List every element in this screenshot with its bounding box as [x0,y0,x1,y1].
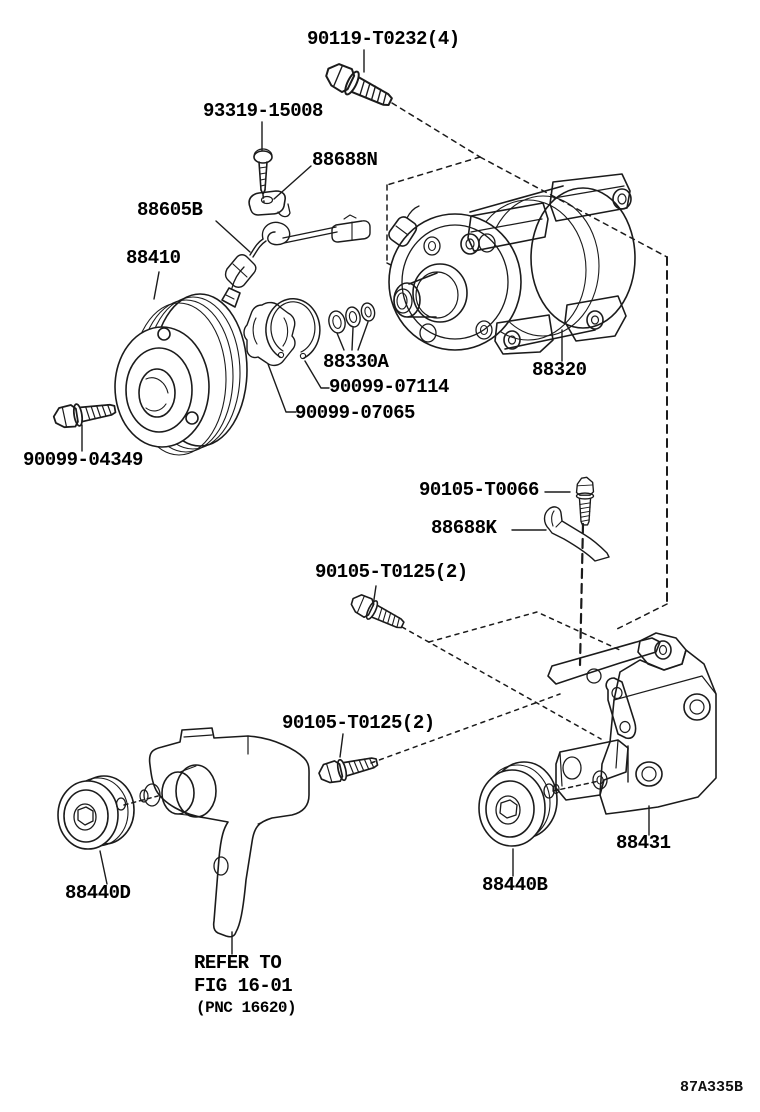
stay-88688K-drawing [545,507,610,561]
plate-washer-07065-drawing [244,303,295,366]
part-number-90099-04349: 90099-04349 [23,449,143,471]
part-number-90105-T0066: 90105-T0066 [419,479,539,501]
drawing-code: 87A335B [680,1079,744,1096]
bolt-90105-T0125-upper-drawing [348,591,407,634]
bolt-90119-drawing [322,60,396,113]
reference-note-line1: REFER TO [194,952,282,974]
reference-note-line3: (PNC 16620) [196,999,297,1017]
compressor-88320-drawing [389,174,635,354]
part-number-88605B: 88605B [137,199,203,221]
part-number-90119-T0232: 90119-T0232(4) [307,28,460,50]
clamp-88688N-drawing [249,191,290,217]
part-number-88320: 88320 [532,359,587,381]
o-rings-88330A-drawing [327,302,376,335]
idler-pulley-88440D-drawing [58,776,134,849]
part-number-88410: 88410 [126,247,181,269]
wire-harness-88605B-drawing [226,215,370,287]
part-number-88440B: 88440B [482,874,548,896]
part-number-88688K: 88688K [431,517,497,539]
bolt-90105-T0066-drawing [577,477,594,525]
dashed-assembly-lines [124,100,667,805]
bolt-90099-04349-drawing [52,398,116,429]
part-number-90099-07065: 90099-07065 [295,402,415,424]
part-number-90105-T0125-lower: 90105-T0125(2) [282,712,435,734]
part-number-93319-15008: 93319-15008 [203,100,323,122]
bolt-90105-T0125-lower-drawing [317,752,379,786]
part-number-88330A: 88330A [323,351,389,373]
screw-93319-drawing [254,149,272,194]
tensioner-arm-drawing [140,728,309,937]
reference-note [194,954,296,1016]
part-number-88431: 88431 [616,832,671,854]
reference-note-line2: FIG 16-01 [194,975,293,997]
part-number-88440D: 88440D [65,882,131,904]
idler-pulley-88440B-drawing [479,762,559,846]
leader-lines [82,50,649,954]
part-number-88688N: 88688N [312,149,378,171]
magnet-clutch-88410-drawing [115,267,247,455]
part-number-90105-T0125-upper: 90105-T0125(2) [315,561,468,583]
part-number-90099-07114: 90099-07114 [329,376,449,398]
